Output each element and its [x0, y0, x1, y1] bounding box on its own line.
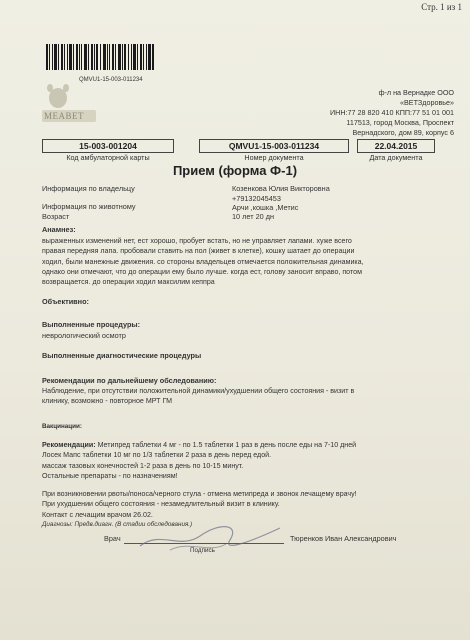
age-value: 10 лет 20 дн — [232, 212, 275, 221]
doctor-label: Врач — [104, 534, 121, 543]
doc-date-box: 22.04.2015 — [357, 139, 435, 153]
anamnesis-line: выраженных изменений нет, ест хорошо, пробует встать, но не управляет лапами. хуже всего — [42, 237, 352, 245]
age-label: Возраст — [42, 212, 70, 221]
anamnesis-heading: Анамнез: — [42, 225, 76, 234]
clinic-address: Вернадского, дом 89, корпус 6 — [352, 128, 454, 137]
logo-text: MEABET — [44, 111, 84, 121]
anamnesis-line: ходил, были манежные движения. со стороны владельцев отмечается положительная динамика, — [42, 257, 364, 266]
clinic-logo — [38, 82, 100, 124]
recommendations-heading: Рекомендации: — [42, 441, 96, 449]
diagnoses-line: Диагнозы: Предв.диагн. (В стадии обследования.) — [42, 521, 193, 528]
clinic-details — [330, 88, 454, 138]
doc-number-box: QMVU1-15-003-011234 — [199, 139, 349, 153]
exam-recommendation-line: клинику, возможно - повторное МРТ ГМ — [42, 397, 173, 406]
recommendation-line: Остальные препараты - по назначениям! — [42, 471, 178, 480]
clinic-name: «ВЕТЗдоровье» — [400, 98, 454, 107]
barcode-caption: QMVU1-15-003-011234 — [79, 77, 143, 83]
objective-heading: Объективно: — [42, 297, 89, 306]
card-number-box: 15-003-001204 — [42, 139, 174, 153]
clinic-line: ф-л на Вернадке ООО — [378, 88, 454, 97]
diagnostic-heading: Выполненные диагностические процедуры — [42, 351, 202, 360]
recommendation-line: Метипред таблетки 4 мг - по 1.5 таблетки 1 раз в день после еды на 7-10 дней — [97, 441, 357, 449]
signature-label: Подпись — [190, 547, 215, 554]
owner-phone: +79132045453 — [232, 194, 281, 203]
anamnesis-line: правая передняя лапа. пробовали ставить на пол (живет в клетке), кошку шатает до операции — [42, 247, 355, 256]
card-number-label: Код амбулаторной карты — [66, 153, 150, 162]
barcode-image — [46, 44, 154, 70]
owner-label: Информация по владельцу — [42, 184, 135, 193]
owner-name: Козенкова Юлия Викторовна — [232, 184, 330, 193]
doc-date-label: Дата документа — [369, 153, 423, 162]
warning-line: Контакт с лечащим врачом 26.02. — [42, 510, 153, 519]
procedures-value: неврологический осмотр — [42, 331, 126, 340]
recommendations-block — [42, 440, 437, 481]
exam-recommendation-line: Наблюдение, при отсутствии положительной динамики/ухудшении общего состояния - визит в — [42, 387, 355, 395]
warning-line: При ухудшении общего состояния - незамедлительный визит в клинику. — [42, 500, 280, 509]
anamnesis-line: однако они отмечают, что до операции ему было лучше. когда ест, голову заносит вправо, потом — [42, 267, 362, 276]
recommendation-line: Лосек Мапс таблетки 10 мг по 1/3 таблетки 2 раза в день перед едой. — [42, 451, 272, 460]
recommendation-line: массаж тазовых конечностей 1-2 раза в день по 10-15 минут. — [42, 461, 244, 470]
vaccinations-heading: Вакцинации: — [42, 423, 82, 430]
doc-number-label: Номер документа — [244, 153, 304, 162]
document-title: Прием (форма Ф-1) — [172, 163, 298, 178]
page-number: Стр. 1 из 1 — [421, 2, 462, 12]
exam-recommendations-heading: Рекомендации по дальнейшему обследованию: — [42, 376, 217, 385]
handwritten-signature — [130, 510, 290, 560]
warning-line: При возникновении рвоты/поноса/черного стула - отмена метипреда и звонок лечащему врачу! — [42, 490, 357, 498]
animal-value: Арчи ,кошка ,Метис — [232, 203, 299, 212]
exam-recommendations-text — [42, 386, 437, 407]
doctor-name: Тюренков Иван Александрович — [290, 534, 397, 543]
recommendation-first-line — [42, 440, 437, 450]
animal-label: Информация по животному — [42, 202, 136, 211]
clinic-tax-ids: ИНН:77 28 820 410 КПП:77 51 01 001 — [330, 108, 454, 117]
procedures-heading: Выполненные процедуры: — [42, 320, 141, 329]
anamnesis-line: возвращается. до операции ходил максилим кеппра — [42, 278, 215, 287]
clinic-address: 117513, город Москва, Проспект — [346, 118, 454, 127]
anamnesis-text — [42, 236, 437, 287]
